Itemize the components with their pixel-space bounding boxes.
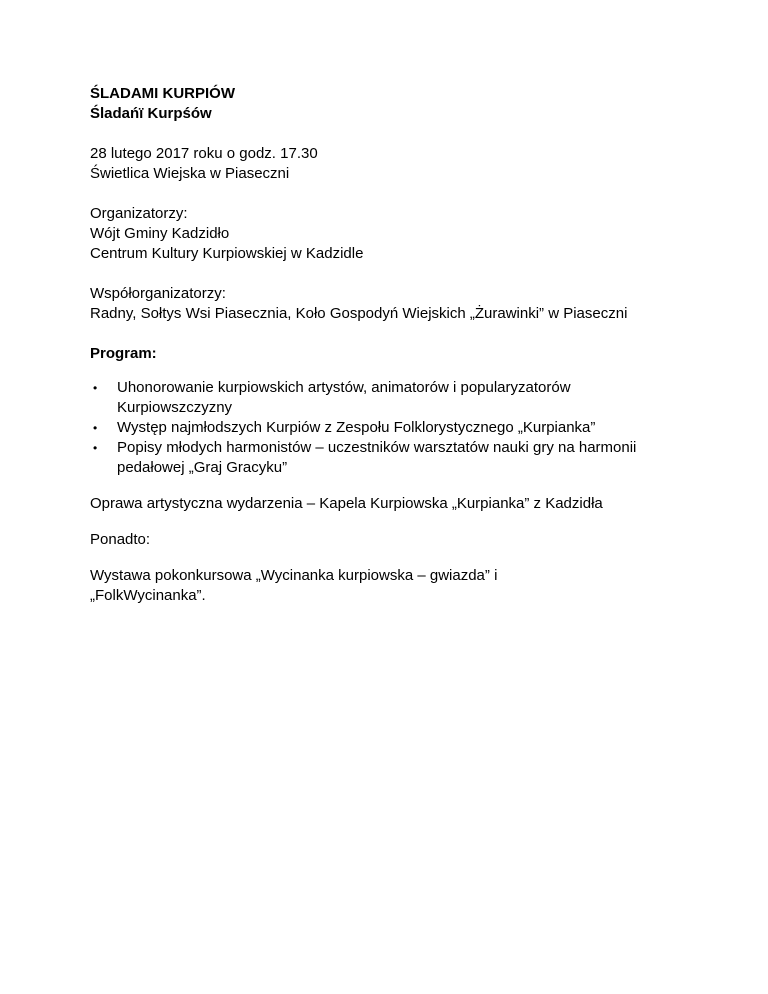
event-place: Świetlica Wiejska w Piaseczni xyxy=(90,165,290,182)
artistic-text: Oprawa artystyczna wydarzenia – Kapela Kurpiowska „Kurpianka” z Kadzidła xyxy=(90,495,603,512)
title-block xyxy=(90,84,710,124)
bullet-icon: • xyxy=(93,421,98,435)
list-item xyxy=(90,378,710,418)
moreover-heading: Ponadto: xyxy=(90,531,151,548)
organizers-heading: Organizatorzy: xyxy=(90,205,188,222)
coorganizers-text: Radny, Sołtys Wsi Piasecznia, Koło Gospodyń Wiejskich „Żurawinki” w Piaseczni xyxy=(90,305,628,322)
program-item-text: Uhonorowanie kurpiowskich artystów, animatorów i popularyzatorów Kurpiowszczyzny xyxy=(117,379,571,416)
artistic-section xyxy=(90,494,710,514)
moreover-section xyxy=(90,566,570,606)
list-item xyxy=(90,438,710,478)
program-item-text: Popisy młodych harmonistów – uczestników warsztatów nauki gry na harmonii pedałowej „Graj Gracyku” xyxy=(117,439,637,476)
bullet-icon: • xyxy=(93,441,98,455)
coorganizers-section xyxy=(90,284,710,324)
program-list xyxy=(90,378,710,478)
organizer-item: Wójt Gminy Kadzidło xyxy=(90,225,230,242)
document-title: ŚLADAMI KURPIÓW xyxy=(90,85,235,102)
organizers-section xyxy=(90,204,710,264)
bullet-icon: • xyxy=(93,381,98,395)
program-heading: Program: xyxy=(90,345,157,362)
coorganizers-heading: Współorganizatorzy: xyxy=(90,285,226,302)
event-date: 28 lutego 2017 roku o godz. 17.30 xyxy=(90,145,318,162)
organizer-item: Centrum Kultury Kurpiowskiej w Kadzidle xyxy=(90,245,364,262)
document-page xyxy=(90,84,710,606)
moreover-text: Wystawa pokonkursowa „Wycinanka kurpiowska – gwiazda” i „FolkWycinanka”. xyxy=(90,567,498,604)
list-item xyxy=(90,418,710,438)
event-details xyxy=(90,144,710,184)
program-section xyxy=(90,344,710,478)
moreover-heading-block xyxy=(90,530,710,550)
document-subtitle-dialect: Śladańï Kurpśów xyxy=(90,105,212,122)
program-item-text: Występ najmłodszych Kurpiów z Zespołu Folklorystycznego „Kurpianka” xyxy=(117,419,596,436)
